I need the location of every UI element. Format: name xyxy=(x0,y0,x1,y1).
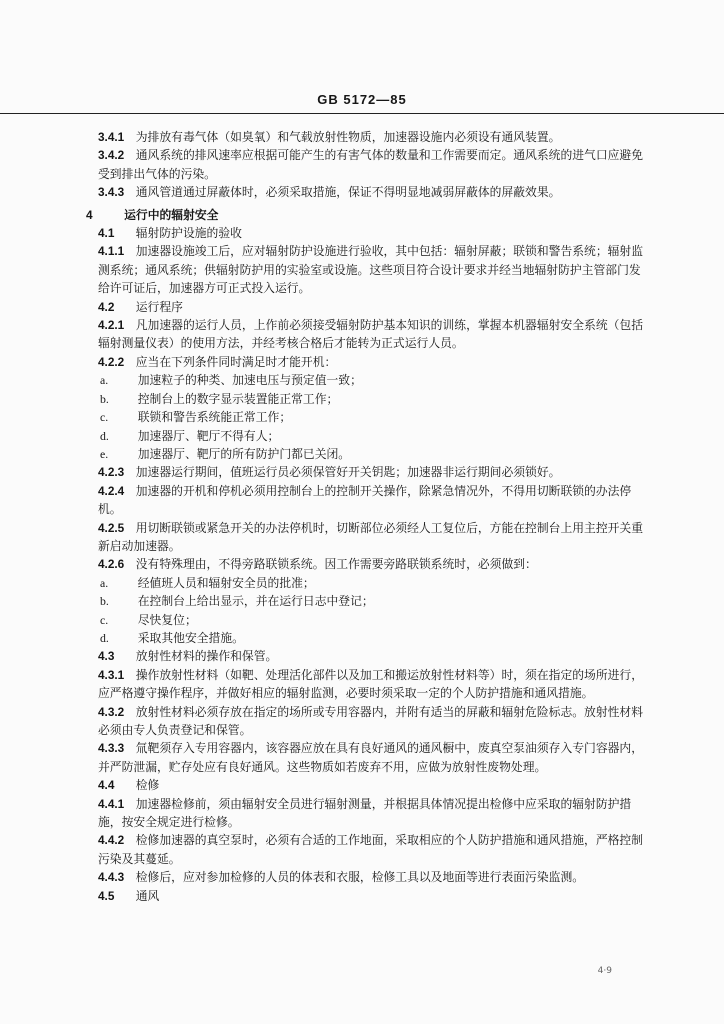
clause-number: d. xyxy=(100,428,109,443)
clause-paragraph xyxy=(86,353,652,371)
clause-text: 应当在下列条件同时满足时才能开机： xyxy=(132,354,337,369)
clause-paragraph xyxy=(86,647,652,665)
clause-text: 加速器的开机和停机必须用控制台上的控制开关操作，除紧急情况外，不得用切断联锁的办法停机。 xyxy=(98,483,632,517)
clause-paragraph xyxy=(86,776,652,794)
clause-number: 4.2.2 xyxy=(98,354,125,369)
clause-text: 在控制台上给出显示，并在运行日志中登记； xyxy=(134,594,374,609)
list-item xyxy=(86,408,652,426)
clause-number: 4.4.3 xyxy=(98,870,125,885)
clause-text: 用切断联锁或紧急开关的办法停机时，切断部位必须经人工复位后，方能在控制台上用主控开关重新启动加速器。 xyxy=(98,520,644,553)
clause-paragraph xyxy=(86,183,652,201)
clause-number: 4.4.1 xyxy=(98,796,125,811)
clause-text: 加速器检修前，须由辐射安全员进行辐射测量，并根据具体情况提出检修中应采取的辐射防护措施，按安全规定进行检修。 xyxy=(98,796,632,830)
clause-paragraph xyxy=(86,316,652,353)
clause-text: 检修后，应对参加检修的人员的体表和衣服，检修工具以及地面等进行表面污染监测。 xyxy=(132,870,585,885)
clause-paragraph xyxy=(86,795,652,832)
clause-text: 放射性材料必须存放在指定的场所或专用容器内，并附有适当的屏蔽和辐射危险标志。放射性材料必须由专人负责登记和保管。 xyxy=(98,704,644,737)
page-number: 4·9 xyxy=(597,966,612,976)
clause-text: 没有特殊理由，不得旁路联锁系统。因工作需要旁路联锁系统时，必须做到： xyxy=(132,557,537,572)
clause-text: 加速器设施竣工后，应对辐射防护设施进行验收，其中包括：辐射屏蔽；联锁和警告系统；辐射监测系统；通风系统；供辐射防护用的实验室或设施。这些项目符合设计要求并经当地辐射防护主管部门发给许可证后，加速器方可正式投入运行。 xyxy=(98,244,644,296)
clause-number: 4.2.3 xyxy=(98,465,125,480)
clause-text: 加速器厅、靶厅的所有防护门都已关闭。 xyxy=(134,446,351,461)
clause-number: a. xyxy=(100,373,109,388)
clause-number: 4.4.2 xyxy=(98,833,125,848)
clause-paragraph xyxy=(86,146,652,183)
list-item xyxy=(86,371,652,389)
clause-paragraph xyxy=(86,298,652,316)
list-item xyxy=(86,611,652,629)
clause-text: 氚靶须存入专用容器内，该容器应放在具有良好通风的通风橱中，废真空泵油须存入专门容器内，并严防泄漏，贮存处应有良好通风。这些物质如若废弃不用，应做为放射性废物处理。 xyxy=(98,741,644,774)
list-item xyxy=(86,629,652,647)
clause-text: 加速粒子的种类、加速电压与预定值一致； xyxy=(134,373,362,388)
clause-text: 为排放有毒气体（如臭氧）和气载放射性物质，加速器设施内必须设有通风装置。 xyxy=(132,130,561,144)
clause-paragraph xyxy=(86,666,652,703)
clause-text: 凡加速器的运行人员，上作前必须接受辐射防护基本知识的训练，掌握本机器辐射安全系统（包括辐射测量仪表）的使用方法，并经考核合格后才能转为正式运行人员。 xyxy=(98,318,644,351)
clause-number: c. xyxy=(100,410,109,425)
clause-text: 采取其他安全措施。 xyxy=(134,630,244,645)
list-item xyxy=(86,592,652,610)
clause-paragraph xyxy=(86,128,652,146)
clause-paragraph xyxy=(86,224,652,242)
clause-number: 4.1.1 xyxy=(98,244,125,259)
list-item xyxy=(86,574,652,592)
clause-number: 4.3.1 xyxy=(98,667,125,682)
clause-number: b. xyxy=(100,594,109,609)
list-item xyxy=(86,390,652,408)
clause-text: 放射性材料的操作和保管。 xyxy=(132,649,278,664)
clause-number: a. xyxy=(100,575,109,590)
clause-text: 运行中的辐射安全 xyxy=(120,207,219,222)
clause-text: 检修 xyxy=(132,778,160,793)
clause-number: 3.4.3 xyxy=(98,185,125,200)
clause-number: 4.2.6 xyxy=(98,557,125,572)
list-item xyxy=(86,445,652,463)
clause-paragraph xyxy=(86,703,652,740)
clause-number: 3.4.2 xyxy=(98,148,125,163)
clause-paragraph xyxy=(86,242,652,297)
clause-number: 4.5 xyxy=(98,888,115,903)
clause-text: 检修加速器的真空泵时，必须有合适的工作地面，采取相应的个人防护措施和通风措施，严格控制污染及其蔓延。 xyxy=(98,833,644,866)
clause-number: 4.2.5 xyxy=(98,520,125,535)
clause-text: 操作放射性材料（如靶、处理活化部件以及加工和搬运放射性材料等）时，须在指定的场所进行，应严格遵守操作程序，并做好相应的辐射监测，必要时须采取一定的个人防护措施和通风措施。 xyxy=(98,667,644,701)
list-item xyxy=(86,427,652,445)
clause-number: 4.4 xyxy=(98,778,115,793)
document-header-code: GB 5172—85 xyxy=(317,92,407,107)
clause-paragraph xyxy=(86,887,652,905)
clause-text: 加速器运行期间，值班运行员必须保管好开关钥匙；加速器非运行期间必须锁好。 xyxy=(132,465,561,480)
clause-number: 4.3.3 xyxy=(98,741,125,756)
clause-paragraph xyxy=(86,831,652,868)
clause-text: 通风系统的排风速率应根据可能产生的有害气体的数量和工作需要而定。通风系统的进气口应避免受到排出气体的污染。 xyxy=(98,148,644,181)
clause-text: 加速器厅、靶厅不得有人； xyxy=(134,428,280,443)
clause-text: 联锁和警告系统能正常工作； xyxy=(134,410,292,425)
clause-paragraph xyxy=(86,519,652,556)
clause-number: 4.1 xyxy=(98,226,115,241)
clause-text: 控制台上的数字显示装置能正常工作； xyxy=(134,391,339,406)
clause-number: e. xyxy=(100,446,109,461)
clause-number: 4.2.4 xyxy=(98,483,125,498)
document-body xyxy=(86,128,652,905)
clause-paragraph xyxy=(86,555,652,573)
clause-text: 通风 xyxy=(132,888,160,903)
section-heading xyxy=(86,206,652,224)
clause-text: 经値班人员和辐射安全员的批准； xyxy=(134,575,315,590)
clause-number: 4.2.1 xyxy=(98,318,125,333)
clause-text: 尽快复位； xyxy=(134,612,197,627)
clause-number: 4 xyxy=(86,207,93,222)
clause-paragraph xyxy=(86,739,652,776)
clause-number: c. xyxy=(100,612,109,627)
clause-text: 辐射防护设施的验收 xyxy=(132,226,242,241)
clause-number: 4.3.2 xyxy=(98,704,125,719)
clause-text: 通风管道通过屏蔽体时，必须采取措施，保证不得明显地减弱屏蔽体的屏蔽效果。 xyxy=(132,185,561,200)
clause-text: 运行程序 xyxy=(132,299,183,314)
header-rule xyxy=(0,113,724,114)
clause-paragraph xyxy=(86,482,652,519)
clause-number: b. xyxy=(100,391,109,406)
clause-number: 4.2 xyxy=(98,299,115,314)
clause-paragraph xyxy=(86,463,652,481)
clause-number: 4.3 xyxy=(98,649,115,664)
clause-number: 3.4.1 xyxy=(98,130,125,144)
clause-paragraph xyxy=(86,868,652,886)
clause-number: d. xyxy=(100,630,109,645)
